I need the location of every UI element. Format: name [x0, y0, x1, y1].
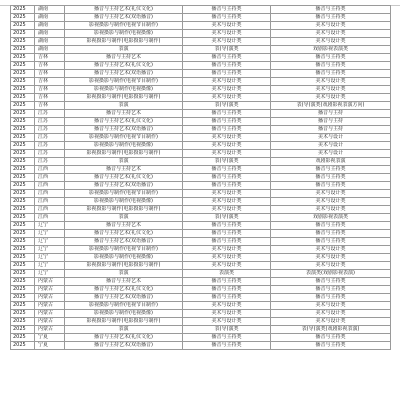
major-cell[interactable]: 播音与主持艺术(双语播音) — [65, 14, 183, 22]
table-row — [11, 222, 391, 230]
province-cell[interactable]: 内蒙古 — [35, 318, 65, 326]
exam-category-cell[interactable]: 播音与主持 — [271, 118, 391, 126]
table-row — [11, 62, 391, 70]
exam-category-cell[interactable]: 美术与设计类 — [271, 22, 391, 30]
year-cell[interactable]: 2025 — [11, 54, 35, 62]
table-row — [11, 334, 391, 342]
category-cell[interactable]: 表(导)演类 — [183, 46, 271, 54]
exam-category-cell[interactable]: 播音与主持类 — [271, 182, 391, 190]
exam-category-cell[interactable]: 美术与设计类 — [271, 38, 391, 46]
year-cell[interactable]: 2025 — [11, 70, 35, 78]
category-cell[interactable]: 表(导)演类 — [183, 214, 271, 222]
category-cell[interactable]: 播音与主持类 — [183, 238, 271, 246]
major-cell[interactable]: 影视摄影与制作(电视节目制作) — [65, 78, 183, 86]
exam-category-cell[interactable]: 播音与主持类 — [271, 62, 391, 70]
table-row — [11, 230, 391, 238]
table-row — [11, 318, 391, 326]
year-cell[interactable]: 2025 — [11, 294, 35, 302]
category-cell[interactable]: 美术与设计类 — [183, 318, 271, 326]
province-cell[interactable]: 江西 — [35, 174, 65, 182]
province-cell[interactable]: 江苏 — [35, 158, 65, 166]
province-cell[interactable]: 吉林 — [35, 70, 65, 78]
category-cell[interactable]: 播音与主持类 — [183, 6, 271, 14]
category-cell[interactable]: 播音与主持类 — [183, 294, 271, 302]
exam-category-cell[interactable]: 美术与设计类 — [271, 94, 391, 102]
table-row — [11, 78, 391, 86]
exam-category-cell[interactable]: 播音与主持类 — [271, 342, 391, 350]
year-cell[interactable]: 2025 — [11, 214, 35, 222]
province-cell[interactable]: 内蒙古 — [35, 302, 65, 310]
major-cell[interactable]: 播音与主持艺术(礼仪文化) — [65, 286, 183, 294]
table-row — [11, 294, 391, 302]
exam-category-cell[interactable]: 美术与设计类 — [271, 30, 391, 38]
year-cell[interactable]: 2025 — [11, 318, 35, 326]
category-cell[interactable]: 表演类 — [183, 270, 271, 278]
table-row — [11, 70, 391, 78]
exam-category-cell[interactable]: 播音与主持类 — [271, 6, 391, 14]
year-cell[interactable]: 2025 — [11, 310, 35, 318]
exam-category-cell[interactable]: 播音与主持类 — [271, 70, 391, 78]
province-cell[interactable]: 湖南 — [35, 22, 65, 30]
exam-category-cell[interactable]: 播音与主持类 — [271, 174, 391, 182]
category-cell[interactable]: 表(导)演类 — [183, 158, 271, 166]
category-cell[interactable]: 美术与设计类 — [183, 78, 271, 86]
province-cell[interactable]: 辽宁 — [35, 254, 65, 262]
exam-category-cell[interactable]: 播音与主持类 — [271, 54, 391, 62]
province-cell[interactable]: 吉林 — [35, 94, 65, 102]
category-cell[interactable]: 播音与主持类 — [183, 14, 271, 22]
year-cell[interactable]: 2025 — [11, 302, 35, 310]
category-cell[interactable]: 美术与设计类 — [183, 86, 271, 94]
major-cell[interactable]: 影视摄影与制作(电视节目制作) — [65, 134, 183, 142]
major-cell[interactable]: 播音与主持艺术(双语播音) — [65, 182, 183, 190]
province-cell[interactable]: 内蒙古 — [35, 278, 65, 286]
year-cell[interactable]: 2025 — [11, 222, 35, 230]
year-cell[interactable]: 2025 — [11, 206, 35, 214]
exam-category-cell[interactable]: 美术与设计类 — [271, 86, 391, 94]
major-cell[interactable]: 播音与主持艺术 — [65, 166, 183, 174]
province-cell[interactable]: 内蒙古 — [35, 310, 65, 318]
table-row — [11, 86, 391, 94]
category-cell[interactable]: 播音与主持类 — [183, 342, 271, 350]
year-cell[interactable]: 2025 — [11, 326, 35, 334]
major-cell[interactable]: 播音与主持艺术 — [65, 222, 183, 230]
exam-category-cell[interactable]: 播音与主持类 — [271, 238, 391, 246]
exam-category-cell[interactable]: 美术与设计类 — [271, 254, 391, 262]
exam-category-cell[interactable]: 表演类(戏剧影视表演) — [271, 270, 391, 278]
province-cell[interactable]: 辽宁 — [35, 270, 65, 278]
major-cell[interactable]: 播音与主持艺术(双语播音) — [65, 342, 183, 350]
table-row — [11, 118, 391, 126]
table-row — [11, 206, 391, 214]
year-cell[interactable]: 2025 — [11, 286, 35, 294]
year-cell[interactable]: 2025 — [11, 342, 35, 350]
category-cell[interactable]: 播音与主持类 — [183, 118, 271, 126]
year-cell[interactable]: 2025 — [11, 38, 35, 46]
province-cell[interactable]: 辽宁 — [35, 262, 65, 270]
exam-category-cell[interactable]: 美术与设计类 — [271, 206, 391, 214]
year-cell[interactable]: 2025 — [11, 262, 35, 270]
major-cell[interactable]: 表演 — [65, 270, 183, 278]
exam-category-cell[interactable]: 播音与主持类 — [271, 294, 391, 302]
province-cell[interactable]: 吉林 — [35, 86, 65, 94]
table-row — [11, 262, 391, 270]
table-body — [11, 6, 391, 350]
year-cell[interactable]: 2025 — [11, 46, 35, 54]
year-cell[interactable]: 2025 — [11, 6, 35, 14]
year-cell[interactable]: 2025 — [11, 94, 35, 102]
category-cell[interactable]: 美术与设计类 — [183, 190, 271, 198]
year-cell[interactable]: 2025 — [11, 78, 35, 86]
province-cell[interactable]: 江西 — [35, 166, 65, 174]
category-cell[interactable]: 美术与设计类 — [183, 38, 271, 46]
category-cell[interactable]: 美术与设计类 — [183, 94, 271, 102]
province-cell[interactable]: 宁夏 — [35, 342, 65, 350]
province-cell[interactable]: 吉林 — [35, 78, 65, 86]
table-row — [11, 278, 391, 286]
major-cell[interactable]: 影视摄影与制作(电视摄像) — [65, 142, 183, 150]
table-row — [11, 6, 391, 14]
major-cell[interactable]: 表演 — [65, 46, 183, 54]
major-cell[interactable]: 影视摄影与制作(电视节目制作) — [65, 246, 183, 254]
table-row — [11, 166, 391, 174]
province-cell[interactable]: 湖南 — [35, 38, 65, 46]
table-row — [11, 270, 391, 278]
exam-category-cell[interactable]: 美术与设计类 — [271, 198, 391, 206]
province-cell[interactable]: 江西 — [35, 182, 65, 190]
exam-category-cell[interactable]: 播音与主持类 — [271, 278, 391, 286]
table-row — [11, 238, 391, 246]
exam-category-cell[interactable]: 表(导)演类(戏剧影视表演) — [271, 326, 391, 334]
year-cell[interactable]: 2025 — [11, 166, 35, 174]
table-row — [11, 326, 391, 334]
exam-category-cell[interactable]: 美术与设计 — [271, 150, 391, 158]
exam-category-cell[interactable]: 播音与主持类 — [271, 222, 391, 230]
category-cell[interactable]: 播音与主持类 — [183, 166, 271, 174]
major-cell[interactable]: 影视摄影与制作(电影摄影与制作) — [65, 318, 183, 326]
category-cell[interactable]: 美术与设计类 — [183, 262, 271, 270]
major-cell[interactable]: 影视摄影与制作(电视摄像) — [65, 30, 183, 38]
table-row — [11, 198, 391, 206]
province-cell[interactable]: 江西 — [35, 214, 65, 222]
year-cell[interactable]: 2025 — [11, 334, 35, 342]
table-row — [11, 182, 391, 190]
year-cell[interactable]: 2025 — [11, 198, 35, 206]
table-row — [11, 54, 391, 62]
year-cell[interactable]: 2025 — [11, 142, 35, 150]
year-cell[interactable]: 2025 — [11, 254, 35, 262]
province-cell[interactable]: 江西 — [35, 198, 65, 206]
major-cell[interactable]: 表演 — [65, 158, 183, 166]
major-cell[interactable]: 影视摄影与制作(电影摄影与制作) — [65, 150, 183, 158]
table-row — [11, 174, 391, 182]
major-cell[interactable]: 影视摄影与制作(电视节目制作) — [65, 302, 183, 310]
category-cell[interactable]: 播音与主持类 — [183, 62, 271, 70]
major-cell[interactable]: 播音与主持艺术(双语播音) — [65, 126, 183, 134]
major-cell[interactable]: 播音与主持艺术(礼仪文化) — [65, 6, 183, 14]
province-cell[interactable]: 辽宁 — [35, 230, 65, 238]
province-cell[interactable]: 湖南 — [35, 46, 65, 54]
table-row — [11, 190, 391, 198]
exam-category-cell[interactable]: 美术与设计类 — [271, 310, 391, 318]
table-row — [11, 302, 391, 310]
year-cell[interactable]: 2025 — [11, 102, 35, 110]
exam-category-cell[interactable]: 播音与主持类 — [271, 166, 391, 174]
table-row — [11, 46, 391, 54]
major-cell[interactable]: 影视摄影与制作(电视摄像) — [65, 254, 183, 262]
year-cell[interactable]: 2025 — [11, 190, 35, 198]
major-cell[interactable]: 播音与主持艺术(双语播音) — [65, 238, 183, 246]
province-cell[interactable]: 吉林 — [35, 54, 65, 62]
province-cell[interactable]: 内蒙古 — [35, 286, 65, 294]
table-row — [11, 110, 391, 118]
province-cell[interactable]: 江苏 — [35, 126, 65, 134]
province-cell[interactable]: 湖南 — [35, 30, 65, 38]
major-cell[interactable]: 播音与主持艺术(双语播音) — [65, 294, 183, 302]
province-cell[interactable]: 湖南 — [35, 6, 65, 14]
table-row — [11, 342, 391, 350]
major-cell[interactable]: 表演 — [65, 326, 183, 334]
year-cell[interactable]: 2025 — [11, 238, 35, 246]
exam-category-cell[interactable]: 美术与设计类 — [271, 318, 391, 326]
year-cell[interactable]: 2025 — [11, 30, 35, 38]
year-cell[interactable]: 2025 — [11, 278, 35, 286]
major-cell[interactable]: 播音与主持艺术(礼仪文化) — [65, 230, 183, 238]
category-cell[interactable]: 播音与主持类 — [183, 54, 271, 62]
major-cell[interactable]: 影视摄影与制作(电视摄像) — [65, 310, 183, 318]
table-row — [11, 30, 391, 38]
province-cell[interactable]: 宁夏 — [35, 334, 65, 342]
exam-category-cell[interactable]: 美术与设计类 — [271, 262, 391, 270]
category-cell[interactable]: 美术与设计类 — [183, 30, 271, 38]
major-cell[interactable]: 影视摄影与制作(电视节目制作) — [65, 190, 183, 198]
province-cell[interactable]: 江苏 — [35, 134, 65, 142]
table-row — [11, 150, 391, 158]
category-cell[interactable]: 播音与主持类 — [183, 222, 271, 230]
major-cell[interactable]: 影视摄影与制作(电视摄像) — [65, 198, 183, 206]
exam-category-cell[interactable]: 播音与主持 — [271, 126, 391, 134]
category-cell[interactable]: 播音与主持类 — [183, 174, 271, 182]
province-cell[interactable]: 江苏 — [35, 142, 65, 150]
province-cell[interactable]: 辽宁 — [35, 222, 65, 230]
category-cell[interactable]: 美术与设计类 — [183, 206, 271, 214]
major-cell[interactable]: 播音与主持艺术 — [65, 278, 183, 286]
year-cell[interactable]: 2025 — [11, 118, 35, 126]
major-cell[interactable]: 播音与主持艺术(礼仪文化) — [65, 334, 183, 342]
province-cell[interactable]: 吉林 — [35, 62, 65, 70]
category-cell[interactable]: 美术与设计类 — [183, 150, 271, 158]
major-cell[interactable]: 表演 — [65, 214, 183, 222]
exam-category-cell[interactable]: 美术与设计类 — [271, 78, 391, 86]
table-row — [11, 310, 391, 318]
province-cell[interactable]: 江苏 — [35, 150, 65, 158]
exam-category-cell[interactable]: 表(导)演类(戏剧影视表演方向) — [271, 102, 391, 110]
table-row — [11, 214, 391, 222]
exam-category-cell[interactable]: 美术与设计类 — [271, 190, 391, 198]
table-row — [11, 158, 391, 166]
table-row — [11, 126, 391, 134]
category-cell[interactable]: 播音与主持类 — [183, 278, 271, 286]
category-cell[interactable]: 播音与主持类 — [183, 110, 271, 118]
category-cell[interactable]: 表(导)演类 — [183, 326, 271, 334]
table-row — [11, 134, 391, 142]
major-cell[interactable]: 播音与主持艺术(双语播音) — [65, 70, 183, 78]
province-cell[interactable]: 江苏 — [35, 110, 65, 118]
major-cell[interactable]: 播音与主持艺术 — [65, 54, 183, 62]
category-cell[interactable]: 美术与设计类 — [183, 246, 271, 254]
year-cell[interactable]: 2025 — [11, 134, 35, 142]
category-cell[interactable]: 美术与设计类 — [183, 310, 271, 318]
exam-category-cell[interactable]: 美术与设计 — [271, 134, 391, 142]
data-table — [10, 5, 391, 350]
exam-category-cell[interactable]: 播音与主持类 — [271, 286, 391, 294]
province-cell[interactable]: 吉林 — [35, 102, 65, 110]
year-cell[interactable]: 2025 — [11, 174, 35, 182]
table-row — [11, 14, 391, 22]
province-cell[interactable]: 江西 — [35, 206, 65, 214]
exam-category-cell[interactable]: 播音与主持类 — [271, 14, 391, 22]
category-cell[interactable]: 美术与设计类 — [183, 198, 271, 206]
exam-category-cell[interactable]: 美术与设计类 — [271, 302, 391, 310]
major-cell[interactable]: 影视摄影与制作(电影摄影与制作) — [65, 38, 183, 46]
major-cell[interactable]: 影视摄影与制作(电影摄影与制作) — [65, 206, 183, 214]
category-cell[interactable]: 美术与设计类 — [183, 134, 271, 142]
category-cell[interactable]: 播音与主持类 — [183, 334, 271, 342]
exam-category-cell[interactable]: 播音与主持类 — [271, 334, 391, 342]
year-cell[interactable]: 2025 — [11, 270, 35, 278]
category-cell[interactable]: 美术与设计类 — [183, 142, 271, 150]
year-cell[interactable]: 2025 — [11, 22, 35, 30]
year-cell[interactable]: 2025 — [11, 182, 35, 190]
province-cell[interactable]: 江苏 — [35, 118, 65, 126]
year-cell[interactable]: 2025 — [11, 86, 35, 94]
category-cell[interactable]: 表(导)演类 — [183, 102, 271, 110]
province-cell[interactable]: 内蒙古 — [35, 294, 65, 302]
year-cell[interactable]: 2025 — [11, 62, 35, 70]
major-cell[interactable]: 影视摄影与制作(电视摄像) — [65, 86, 183, 94]
category-cell[interactable]: 播音与主持类 — [183, 126, 271, 134]
major-cell[interactable]: 影视摄影与制作(电视节目制作) — [65, 22, 183, 30]
category-cell[interactable]: 美术与设计类 — [183, 254, 271, 262]
major-cell[interactable]: 播音与主持艺术 — [65, 110, 183, 118]
year-cell[interactable]: 2025 — [11, 246, 35, 254]
category-cell[interactable]: 播音与主持类 — [183, 182, 271, 190]
exam-category-cell[interactable]: 戏剧影视表演类 — [271, 46, 391, 54]
category-cell[interactable]: 美术与设计类 — [183, 22, 271, 30]
year-cell[interactable]: 2025 — [11, 150, 35, 158]
year-cell[interactable]: 2025 — [11, 230, 35, 238]
table-row — [11, 94, 391, 102]
major-cell[interactable]: 播音与主持艺术(礼仪文化) — [65, 118, 183, 126]
exam-category-cell[interactable]: 美术与设计 — [271, 142, 391, 150]
category-cell[interactable]: 美术与设计类 — [183, 302, 271, 310]
category-cell[interactable]: 播音与主持类 — [183, 286, 271, 294]
exam-category-cell[interactable]: 美术与设计类 — [271, 246, 391, 254]
major-cell[interactable]: 表演 — [65, 102, 183, 110]
exam-category-cell[interactable]: 戏剧影视表演类 — [271, 214, 391, 222]
table-row — [11, 22, 391, 30]
category-cell[interactable]: 播音与主持类 — [183, 70, 271, 78]
major-cell[interactable]: 影视摄影与制作(电影摄影与制作) — [65, 262, 183, 270]
province-cell[interactable]: 江西 — [35, 190, 65, 198]
category-cell[interactable]: 播音与主持类 — [183, 230, 271, 238]
province-cell[interactable]: 辽宁 — [35, 238, 65, 246]
table-row — [11, 38, 391, 46]
exam-category-cell[interactable]: 播音与主持类 — [271, 230, 391, 238]
year-cell[interactable]: 2025 — [11, 158, 35, 166]
province-cell[interactable]: 辽宁 — [35, 246, 65, 254]
major-cell[interactable]: 影视摄影与制作(电影摄影与制作) — [65, 94, 183, 102]
table-row — [11, 142, 391, 150]
province-cell[interactable]: 内蒙古 — [35, 326, 65, 334]
year-cell[interactable]: 2025 — [11, 110, 35, 118]
year-cell[interactable]: 2025 — [11, 14, 35, 22]
table-row — [11, 246, 391, 254]
major-cell[interactable]: 播音与主持艺术(礼仪文化) — [65, 62, 183, 70]
table-row — [11, 286, 391, 294]
exam-category-cell[interactable]: 播音与主持 — [271, 110, 391, 118]
province-cell[interactable]: 湖南 — [35, 14, 65, 22]
year-cell[interactable]: 2025 — [11, 126, 35, 134]
exam-category-cell[interactable]: 戏剧影视表演 — [271, 158, 391, 166]
major-cell[interactable]: 播音与主持艺术(礼仪文化) — [65, 174, 183, 182]
table-row — [11, 102, 391, 110]
table-row — [11, 254, 391, 262]
